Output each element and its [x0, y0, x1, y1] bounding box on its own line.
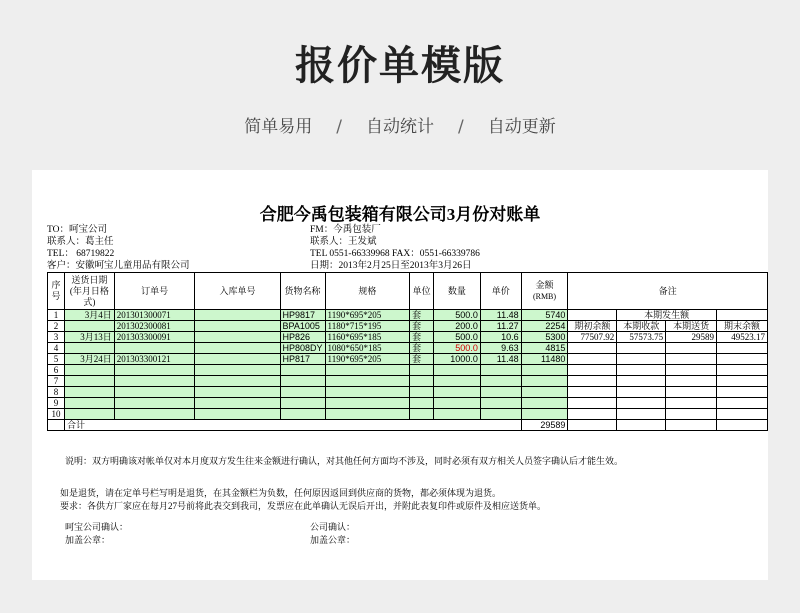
row-amount — [521, 409, 568, 420]
total-seq-cell — [48, 420, 65, 431]
row-date — [64, 409, 114, 420]
row-spec: 1190*695*205 — [325, 310, 410, 321]
header-date: 送货日期(年月日格式) — [64, 273, 114, 310]
row-goods — [280, 387, 325, 398]
row-qty: 500.0 — [434, 343, 481, 354]
row-order: 201303300121 — [114, 354, 195, 365]
row-goods: HP9817 — [280, 310, 325, 321]
customer-seal-label: 加盖公章： — [65, 535, 111, 545]
row-qty: 200.0 — [434, 321, 481, 332]
row-amount: 2254 — [521, 321, 568, 332]
row-seq: 9 — [48, 398, 65, 409]
row-date — [64, 321, 114, 332]
row-warehouse — [195, 398, 280, 409]
row-goods — [280, 376, 325, 387]
row-price: 9.63 — [480, 343, 521, 354]
row-warehouse — [195, 332, 280, 343]
table-row — [48, 387, 768, 398]
row-order — [114, 409, 195, 420]
table-row — [48, 398, 768, 409]
return-note: 如是退货，请在定单号栏写明是退货，在其金额栏为负数，任何原因返回到供应商的货物，都必须体现为退货。 — [60, 488, 502, 498]
row-warehouse — [195, 409, 280, 420]
customer-name: 客户：安徽呵宝儿童用品有限公司 — [47, 261, 190, 271]
customer-contact: 联系人：葛主任 — [47, 237, 114, 247]
row-order — [114, 365, 195, 376]
header-spec: 规格 — [325, 273, 410, 310]
table-row — [48, 376, 768, 387]
row-qty — [434, 398, 481, 409]
row-date: 3月13日 — [64, 332, 114, 343]
row-seq: 6 — [48, 365, 65, 376]
row-qty: 500.0 — [434, 310, 481, 321]
row-seq: 7 — [48, 376, 65, 387]
row-spec — [325, 387, 410, 398]
closing-balance-label: 期末余额 — [717, 321, 768, 332]
subtitle-item: 自动更新 — [487, 117, 556, 137]
row-seq: 1 — [48, 310, 65, 321]
page-subtitle — [0, 112, 800, 137]
row-qty: 1000.0 — [434, 354, 481, 365]
customer-tel: TEL： 68719822 — [47, 249, 115, 259]
header-amount-label: 金额 — [535, 280, 554, 290]
supplier-info — [310, 224, 480, 272]
supplier-confirm-label: 公司确认： — [310, 522, 356, 532]
statement-title: 合肥今禹包装箱有限公司3月份对账单 — [259, 205, 541, 224]
header-amount — [521, 273, 568, 310]
row-date — [64, 376, 114, 387]
row-goods: HP808DY — [280, 343, 325, 354]
row-order — [114, 387, 195, 398]
statement-explanation: 说明：双方明确该对帐单仅对本月度双方发生往来金额进行确认，对其他任何方面均不涉及，同时必须有双方相关人员签字确认后才能生效。 — [65, 456, 624, 466]
received-label: 本期收款 — [617, 321, 666, 332]
row-unit: 套 — [410, 343, 434, 354]
row-price: 10.6 — [480, 332, 521, 343]
row-seq: 4 — [48, 343, 65, 354]
period-amount-label: 本期发生额 — [617, 310, 717, 321]
header-warehouse: 入库单号 — [195, 273, 280, 310]
page-title: 报价单模版 — [295, 43, 505, 89]
customer-confirm-label: 呵宝公司确认： — [65, 522, 129, 532]
table-row — [48, 354, 768, 365]
row-amount — [521, 398, 568, 409]
table-row — [48, 365, 768, 376]
row-warehouse — [195, 343, 280, 354]
customer-to: TO：呵宝公司 — [47, 225, 107, 235]
row-price — [480, 365, 521, 376]
row-spec: 1180*715*195 — [325, 321, 410, 332]
subtitle-item: 自动统计 — [366, 117, 434, 137]
row-spec: 1080*650*185 — [325, 343, 410, 354]
row-amount: 4815 — [521, 343, 568, 354]
row-order — [114, 343, 195, 354]
row-date — [64, 365, 114, 376]
row-goods — [280, 365, 325, 376]
row-seq: 2 — [48, 321, 65, 332]
row-unit — [410, 376, 434, 387]
row-unit: 套 — [410, 310, 434, 321]
header-remark: 备注 — [568, 273, 768, 310]
header-amount-unit: (RMB) — [532, 292, 557, 301]
row-seq: 5 — [48, 354, 65, 365]
opening-balance-value: 77507.92 — [568, 332, 617, 343]
row-goods: HP826 — [280, 332, 325, 343]
opening-balance-label: 期初余额 — [568, 321, 617, 332]
row-order: 201302300081 — [114, 321, 195, 332]
statement-period: 日期：2013年2月25日至2013年3月26日 — [310, 261, 472, 271]
row-amount — [521, 365, 568, 376]
row-warehouse — [195, 365, 280, 376]
row-price — [480, 387, 521, 398]
row-order — [114, 398, 195, 409]
row-qty — [434, 409, 481, 420]
row-amount: 11480 — [521, 354, 568, 365]
row-qty — [434, 365, 481, 376]
row-date — [64, 387, 114, 398]
row-order: 201301300071 — [114, 310, 195, 321]
row-price — [480, 376, 521, 387]
table-row — [48, 409, 768, 420]
row-date: 3月4日 — [64, 310, 114, 321]
table-body — [48, 310, 768, 420]
row-order — [114, 376, 195, 387]
row-spec: 1190*695*205 — [325, 354, 410, 365]
table-header-row — [48, 273, 768, 310]
row-spec — [325, 409, 410, 420]
subtitle-separator: / — [336, 117, 342, 137]
supplier-from: FM：今禹包装厂 — [310, 225, 381, 235]
table-row — [48, 310, 768, 321]
row-price: 11.48 — [480, 310, 521, 321]
row-warehouse — [195, 376, 280, 387]
row-seq: 10 — [48, 409, 65, 420]
row-spec — [325, 398, 410, 409]
delivered-label: 本期送货 — [666, 321, 717, 332]
row-spec — [325, 376, 410, 387]
header-goods: 货物名称 — [280, 273, 325, 310]
row-spec: 1160*695*185 — [325, 332, 410, 343]
row-seq: 8 — [48, 387, 65, 398]
row-goods — [280, 398, 325, 409]
row-qty: 500.0 — [434, 332, 481, 343]
row-price — [480, 398, 521, 409]
statement-table — [47, 272, 768, 431]
supplier-tel-fax: TEL 0551-66339968 FAX：0551-66339786 — [310, 249, 480, 259]
requirement-note: 要求：各供方厂家应在每月27号前将此表交到我司，发票应在此单确认无误后开出，并附此表复印件或原件及相应送货单。 — [60, 501, 547, 511]
row-goods — [280, 409, 325, 420]
row-unit — [410, 398, 434, 409]
row-amount — [521, 387, 568, 398]
header-price: 单价 — [480, 273, 521, 310]
row-goods: BPA1005 — [280, 321, 325, 332]
row-amount: 5300 — [521, 332, 568, 343]
row-amount: 5740 — [521, 310, 568, 321]
total-label: 合计 — [64, 420, 521, 431]
table-row — [48, 343, 768, 354]
row-price: 11.27 — [480, 321, 521, 332]
row-spec — [325, 365, 410, 376]
row-unit: 套 — [410, 321, 434, 332]
supplier-contact: 联系人：王发斌 — [310, 237, 377, 247]
row-price — [480, 409, 521, 420]
row-seq: 3 — [48, 332, 65, 343]
row-price: 11.48 — [480, 354, 521, 365]
row-date — [64, 398, 114, 409]
header-unit: 单位 — [410, 273, 434, 310]
row-warehouse — [195, 354, 280, 365]
row-date: 3月24日 — [64, 354, 114, 365]
closing-balance-value: 49523.17 — [717, 332, 768, 343]
subtitle-separator: / — [458, 117, 464, 137]
row-warehouse — [195, 387, 280, 398]
delivered-value: 29589 — [666, 332, 717, 343]
row-warehouse — [195, 310, 280, 321]
row-unit: 套 — [410, 332, 434, 343]
subtitle-item: 简单易用 — [244, 117, 313, 137]
row-goods: HP817 — [280, 354, 325, 365]
row-unit — [410, 387, 434, 398]
row-order: 201303300091 — [114, 332, 195, 343]
row-unit: 套 — [410, 354, 434, 365]
header-qty: 数量 — [434, 273, 481, 310]
row-unit — [410, 409, 434, 420]
header-seq: 序号 — [48, 273, 65, 310]
row-amount — [521, 376, 568, 387]
table-row — [48, 321, 768, 332]
table-row — [48, 332, 768, 343]
row-qty — [434, 387, 481, 398]
row-warehouse — [195, 321, 280, 332]
header-order: 订单号 — [114, 273, 195, 310]
row-date — [64, 343, 114, 354]
supplier-seal-label: 加盖公章： — [310, 535, 356, 545]
total-amount: 29589 — [521, 420, 568, 431]
statement-sheet — [32, 170, 768, 580]
row-unit — [410, 365, 434, 376]
total-row — [48, 420, 768, 431]
customer-info — [47, 224, 190, 272]
row-qty — [434, 376, 481, 387]
received-value: 57573.75 — [617, 332, 666, 343]
